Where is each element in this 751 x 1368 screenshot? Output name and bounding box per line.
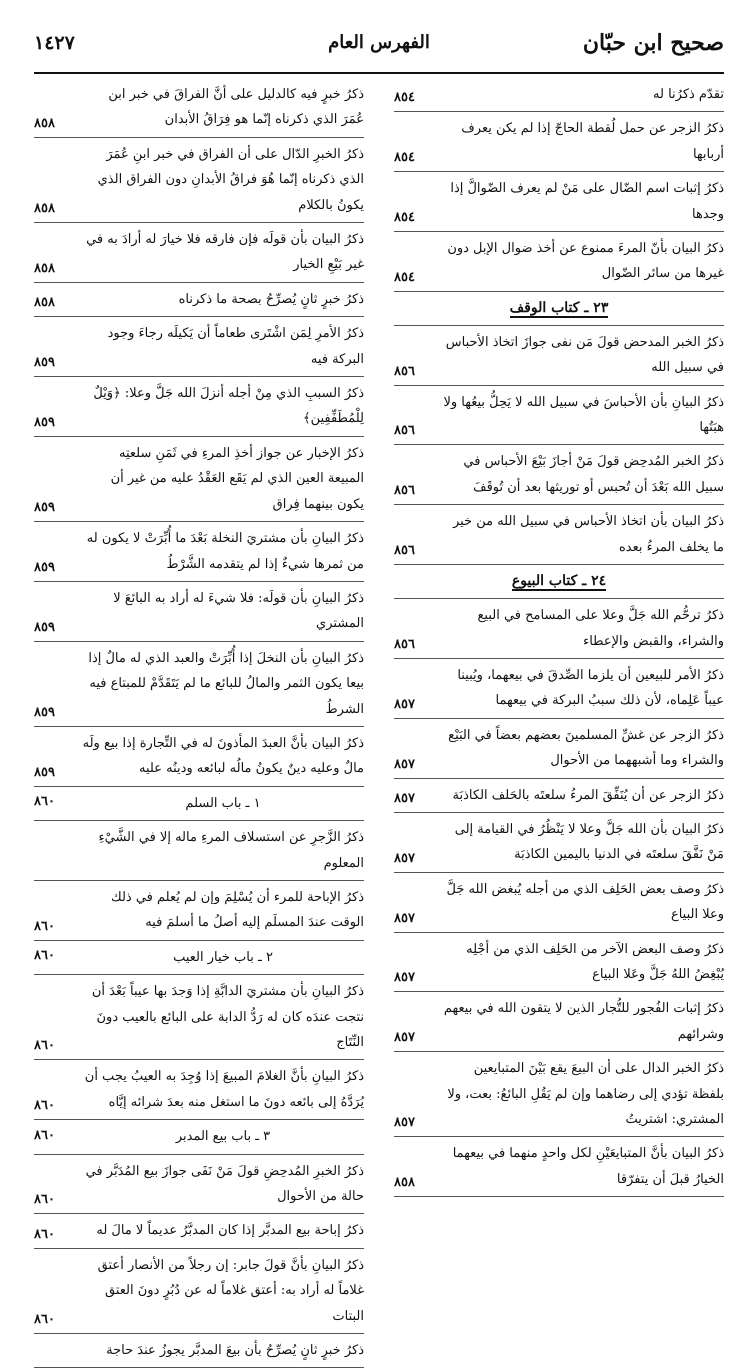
entry-text: ذكرُ الخبر المدحض قولَ مَن نفى جوازَ اتخاذ الأحباس في سبيل الله: [445, 334, 724, 376]
entry-page-number: ٨٥٤: [394, 210, 415, 226]
entry-text: ذكرُ البيان بأن الله جَلَّ وعلا لا يَنْظُرُ في القيامة إلى مَنْ نَفَّقَ سلعتَه في الدنيا باليمين الكاذبَة: [454, 821, 724, 863]
entry-text: ذكرُ ترحُّم الله جَلَّ وعلا على المسامح في البيع والشراء، والقبض والإعطاء: [477, 608, 724, 649]
entry-text: ذكرُ البيانِ بأن النخلَ إذا أُبِّرَتْ والعبد الذي له مالٌ إذا بيعا يكون الثمر والمالُ للبائع ما لم يَتَقَدَّمْ للمبتاع فيه الشرطُ: [88, 650, 364, 717]
index-entry: [34, 78, 364, 138]
entry-page-number: ٨٥٤: [394, 150, 415, 166]
entry-page-number: ٨٥٧: [394, 756, 415, 772]
index-entry: [394, 1052, 724, 1137]
entry-text: ذكرُ الخبرِ المُدحِضِ قولَ مَنْ نَفَى جوازَ بيع المُدَبَّر في حالة من الأحوال: [85, 1163, 364, 1205]
entry-text: ذكرُ الزجر عن حمل لُقطة الحاجّ إذا لم يكن يعرف أربابها: [461, 121, 724, 162]
entry-page-number: ٨٦٠: [34, 1192, 55, 1208]
entry-page-number: ٨٥٧: [394, 910, 415, 926]
entry-text: ذكرُ البيان بأنّ المرءَ ممنوع عن أخذ ضوال الإبل دون غيرها من سائر الضّوال: [447, 241, 724, 282]
entry-page-number: ٨٦٠: [34, 1312, 55, 1328]
index-entry: [34, 522, 364, 582]
index-entry: [34, 975, 364, 1060]
book-heading: [394, 565, 724, 599]
entry-text: ذكرُ الخبر الدال على أن البيعَ يقع بَيْنَ المتبايعين بلفظة تؤدي إلى رضاهما وإن لم يَقُلِ البائعُ: بعت، ولا المشتري: اشتريتُ: [447, 1061, 724, 1127]
entry-page-number: ٨٥٧: [394, 1115, 415, 1131]
index-entry: [34, 642, 364, 727]
entry-text: ذكرُ إثبات اسم الضّال على مَنْ لم يعرف الضّوالَّ إذا وجدها: [450, 181, 724, 222]
entry-page-number: ٨٦٠: [34, 918, 55, 934]
entry-page-number: ٨٥٧: [394, 850, 415, 866]
entry-page-number: ٨٥٩: [34, 764, 55, 780]
index-entry: [34, 138, 364, 223]
index-entry: [34, 881, 364, 941]
page-number: ١٤٢٧: [34, 32, 75, 54]
entry-text: ذكرُ الإباحة للمرء أن يُسْلِمَ وإن لم يُعلم في ذلك الوقت عندَ المسلَم إليه أصلُ ما أسلمَ فيه: [111, 889, 364, 931]
entry-text: ذكرُ البيان بأنَّ المتبايعَيْنِ لكل واحدٍ منهما في بيعهما الخيارُ قبلَ أن يتفرّقا: [452, 1146, 724, 1187]
entry-text: ذكرُ البيان بأن اتخاذ الأحباس في سبيل الله من خير ما يخلف المرءُ بعده: [452, 514, 724, 555]
entry-page-number: ٨٥٩: [34, 414, 55, 430]
entry-text: ذكرُ البيانِ بأن الأحباسَ في سبيل الله لا يَحِلُّ بيعُها ولا هبَتُها: [443, 394, 724, 436]
section-title: الفهرس العام: [328, 32, 430, 53]
entry-page-number: ٨٥٧: [394, 790, 415, 806]
book-heading: [394, 292, 724, 326]
index-entry: [34, 1214, 364, 1248]
index-entry: [34, 223, 364, 283]
entry-page-number: ٨٥٩: [34, 559, 55, 575]
entry-text: ذكرُ البيانِ بأن مشتريَ الدابَّةِ إذا وَجدَ بها عيباً بَعْدَ أن نتجت عندَه كان له رَدُّ الدابة على البائع بالعيب دونَ النِّتَاج: [91, 984, 364, 1050]
entry-text: ذكرُ البيانِ بأن مشتريَ النخلة بَعْدَ ما أُبِّرَتْ لا يكون له من ثمرها شيءٌ إذا لم يتقدمه الشَّرْطُ: [86, 531, 364, 572]
entry-text: ذكرُ الإخبار عن جواز أخذِ المرءِ في ثَمَنِ سلعتِه المبيعة العين الذي لم يَقَع العَقْدُ عليه من غير أن يكون بينهما فِراق: [110, 445, 364, 512]
entry-page-number: ٨٦٠: [34, 1127, 55, 1143]
entry-page-number: ٨٥٨: [34, 201, 55, 217]
entry-page-number: ٨٦٠: [34, 1038, 55, 1054]
entry-page-number: ٨٥٦: [394, 636, 415, 652]
entry-page-number: ٨٥٨: [394, 1175, 415, 1191]
index-entry: [394, 933, 724, 993]
entry-page-number: ٨٥٧: [394, 1030, 415, 1046]
index-entry: [394, 813, 724, 873]
entry-text: ٣ ـ باب بيع المدبر: [175, 1129, 271, 1145]
entry-page-number: ٨٥٦: [394, 483, 415, 499]
entry-text: ذكرُ البيان بأنَّ العبدَ المأذونَ له في التِّجارة إذا بيع ولَه مالٌ وعليه دينٌ يكونُ مالُه لبائعه ودينُه عليه: [82, 735, 364, 777]
entry-text: ذكرُ الزجر عن أن يُنَفِّقَ المرءُ سلعتَه بالحَلف الكاذبَة: [452, 787, 724, 803]
entry-page-number: ٨٥٦: [394, 423, 415, 439]
entry-text: ذكرُ البيانِ بأنَّ الغلامَ المبيعَ إذا وُجِدَ به العيبُ يجب أن يُرَدَّهُ إلى بائعه دونَ ما استغل منه بعدَ شرائه إيَّاه: [84, 1069, 364, 1110]
entry-text: ذكرُ البيانِ بأنَّ قولَ جابر: إن رجلاً من الأنصار أعتق غلاماً له أراد به: أعتق غلاماً له عن دُبُرٍ دونَ العتق البتات: [97, 1257, 364, 1324]
entry-text: ذكرُ خبرٍ ثانٍ يُصرِّحُ بصحة ما ذكرناه: [178, 291, 364, 307]
entry-text: ذكرُ البيان بأن قولَه فإن فارقه فلا خيارَ له أرادَ به في غير بَيْعِ الخيار: [86, 232, 364, 273]
index-entry: [34, 317, 364, 377]
entry-page-number: ٨٥٩: [34, 500, 55, 516]
book-title: صحيح ابن حبّان: [582, 30, 724, 56]
entry-page-number: ٨٦٠: [34, 1226, 55, 1242]
index-entry: [394, 112, 724, 172]
entry-text: ذكرُ وصف البعض الآخر من الحَلِف الذي من أجْلِه يُبْغِضُ اللهُ جَلَّ وعَلا البياع: [466, 941, 724, 982]
entry-text: ذكرُ الزجر عن غشِّ المسلمينَ بعضهم بعضاً في البَيْع والشراء وما أشبههما من الأحوال: [448, 727, 724, 769]
entry-page-number: ٨٥٤: [394, 269, 415, 285]
entry-text: ذكرُ الأمرِ لِمَن اشْتَرى طعاماً أن يَكيلَه رجاءَ وجود البركة فيه: [107, 326, 364, 367]
index-entry: [394, 659, 724, 719]
entry-page-number: ٨٥٧: [394, 970, 415, 986]
entry-text: تقدّم ذكرُنا له: [653, 87, 724, 102]
entry-page-number: ٨٥٦: [394, 363, 415, 379]
index-entry: [394, 779, 724, 813]
index-entry: [34, 377, 364, 437]
entry-page-number: ٨٥٤: [394, 90, 415, 106]
index-entry: [394, 719, 724, 779]
book-heading-text: ٢٤ ـ كتاب البيوع: [511, 573, 607, 590]
index-entry: [394, 326, 724, 386]
entry-text: ذكرُ الأمر للبيعين أن يلزما الصِّدقَ في بيعهما، ويُبينا عيباً عَلِماه، لأن ذلك سببُ البركة في بيعهما: [457, 667, 724, 709]
chapter-heading: [34, 1120, 364, 1154]
entry-text: ١ ـ باب السلم: [185, 795, 261, 811]
entry-page-number: ٨٥٩: [34, 619, 55, 635]
entry-text: ذكرُ الخبرِ الدّال على أن الفراق في خبر ابنِ عُمَرَ الذي ذكرناه إنّما هُوَ فراقُ الأبدانِ دون الفراق الذي يكونُ بالكلام: [97, 146, 364, 213]
entry-text: ذكرُ البيانِ بأن قولَه: فلا شيءَ له أراد به البائعَ لا المشتري: [113, 590, 364, 632]
page-header: [34, 24, 724, 66]
index-entry: [394, 445, 724, 505]
index-entry: [394, 505, 724, 565]
entry-text: ذكرُ إباحة بيع المدبَّر إذا كان المدبَّرُ عديماً لا مالَ له: [96, 1223, 364, 1239]
entry-page-number: ٨٥٨: [34, 295, 55, 311]
entry-page-number: ٨٦٠: [34, 794, 55, 810]
index-entry: [394, 386, 724, 446]
entry-page-number: ٨٥٨: [34, 115, 55, 131]
entry-text: ذكرُ خبرٍ ثانٍ يُصرِّحُ بأن بيعَ المدبَّر يجوزُ عندَ حاجة: [106, 1343, 364, 1359]
index-entry: [394, 1137, 724, 1197]
index-entry: [394, 992, 724, 1052]
index-entry: [34, 582, 364, 642]
index-entry: [34, 1334, 364, 1368]
entry-text: ذكرُ السببِ الذي مِنْ أجله أنزلَ الله جَلَّ وعلا: ﴿وَيْلٌ لِلْمُطَفِّفِين﴾: [93, 386, 364, 427]
entry-text: ذكرُ وصف بعض الحَلِف الذي من أجله يُبغض الله جَلَّ وعلا البياع: [446, 881, 724, 923]
entry-page-number: ٨٥٩: [34, 355, 55, 371]
index-entry: [34, 283, 364, 317]
index-entry: [34, 437, 364, 522]
index-entry: [394, 78, 724, 112]
entry-text: ذكرُ الزَّجرِ عن استسلاف المرءِ ماله إلا في الشَّيْءِ المعلوم: [98, 830, 364, 871]
index-entry: [394, 232, 724, 292]
index-entry: [394, 172, 724, 232]
book-heading-text: ٢٣ ـ كتاب الوقف: [509, 299, 609, 316]
entry-page-number: ٨٥٧: [394, 696, 415, 712]
index-entry: [34, 727, 364, 787]
index-column-right: [394, 78, 724, 1197]
entry-page-number: ٨٥٦: [394, 543, 415, 559]
index-entry: [34, 1060, 364, 1120]
entry-text: ذكرُ إثبات الفُجور للتُّجار الذين لا يتقون الله في بيعهم وشرائهم: [443, 1001, 724, 1042]
entry-page-number: ٨٥٩: [34, 704, 55, 720]
index-entry: [34, 1155, 364, 1215]
header-rule: [34, 72, 724, 74]
chapter-heading: [34, 941, 364, 975]
entry-text: ٢ ـ باب خيار العيب: [173, 949, 273, 965]
entry-text: ذكرُ خبرٍ فيه كالدليل على أنَّ الفراقَ في خبر ابن عُمَرَ الذي ذكرناه إنّما هو فِرَاقُ الأبدان: [108, 87, 364, 128]
entry-page-number: ٨٥٨: [34, 260, 55, 276]
entry-page-number: ٨٦٠: [34, 948, 55, 964]
index-entry: [34, 1249, 364, 1334]
index-entry: [394, 873, 724, 933]
index-column-left: [34, 78, 364, 1368]
entry-text: ذكرُ الخبر المُدحِض قولَ مَنْ أجازَ بَيْعَ الأحباس في سبيل الله بَعْدَ أن تُحبس أو توريثها بعد أن تُوقَفَ: [463, 454, 724, 495]
entry-page-number: ٨٦٠: [34, 1098, 55, 1114]
chapter-heading: [34, 787, 364, 821]
index-entry: [394, 599, 724, 659]
index-entry: [34, 821, 364, 881]
